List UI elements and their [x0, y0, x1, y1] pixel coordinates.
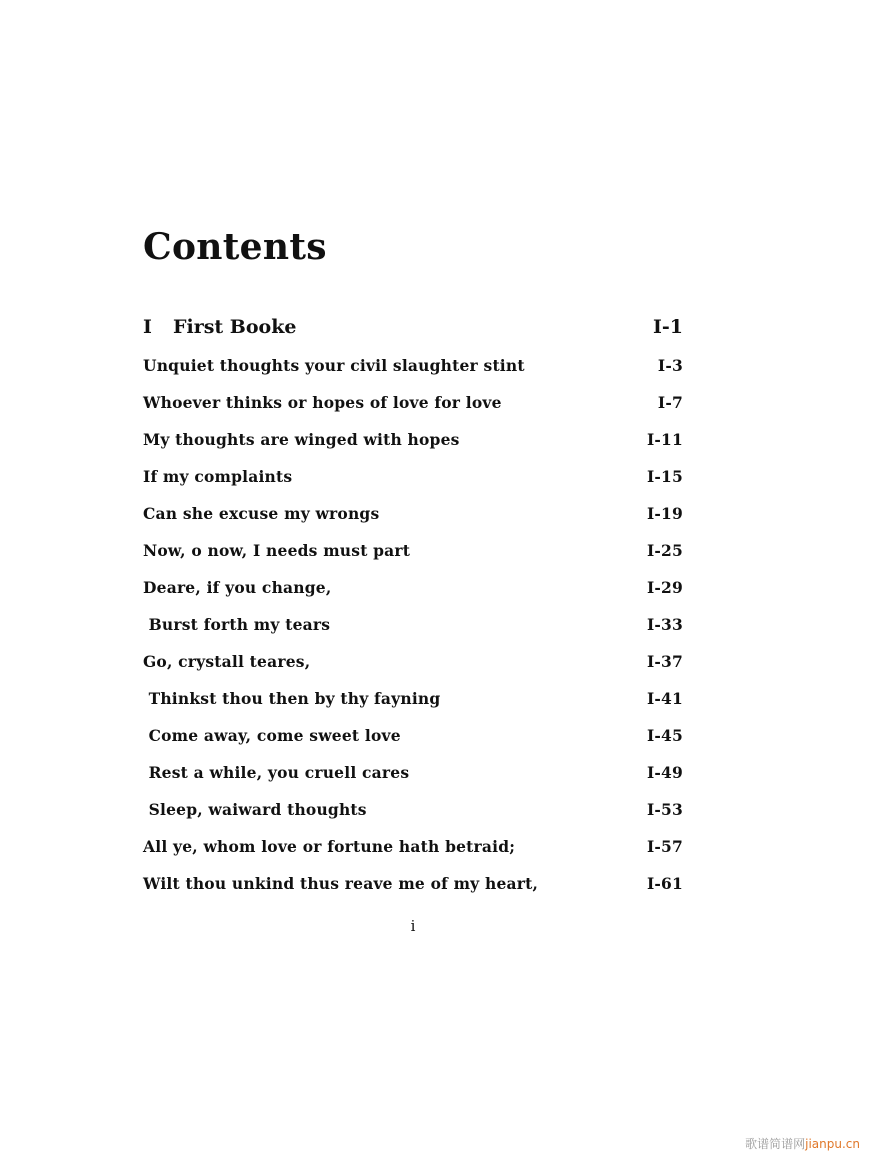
- toc-part-heading[interactable]: [143, 316, 683, 344]
- toc-entry[interactable]: [143, 726, 683, 763]
- toc-entry-page: I-61: [646, 874, 683, 893]
- toc-entry[interactable]: [143, 689, 683, 726]
- toc-entry-list: [143, 356, 683, 911]
- toc-entry-title: All ye, whom love or fortune hath betraid;: [143, 837, 516, 856]
- toc-entry-title: Whoever thinks or hopes of love for love: [143, 393, 502, 412]
- toc-entry-page: I-41: [646, 689, 683, 708]
- toc-entry-title: Rest a while, you cruell cares: [143, 763, 410, 782]
- toc-entry-page: I-33: [646, 615, 683, 634]
- toc-entry[interactable]: [143, 541, 683, 578]
- site-watermark: [745, 1135, 860, 1152]
- watermark-site-name: 歌谱简谱网: [745, 1137, 806, 1151]
- toc-entry[interactable]: [143, 578, 683, 615]
- toc-entry-page: I-7: [657, 393, 683, 412]
- watermark-domain: jianpu.cn: [805, 1137, 860, 1151]
- toc-entry-title: Thinkst thou then by thy fayning: [143, 689, 441, 708]
- toc-entry-title: If my complaints: [143, 467, 293, 486]
- toc-entry-page: I-29: [646, 578, 683, 597]
- toc-entry-title: Come away, come sweet love: [143, 726, 401, 745]
- toc-entry-title: Burst forth my tears: [143, 615, 331, 634]
- page-number: i: [410, 917, 416, 935]
- toc-entry[interactable]: [143, 615, 683, 652]
- toc-entry-title: Now, o now, I needs must part: [143, 541, 411, 560]
- toc-entry-page: I-3: [657, 356, 683, 375]
- toc-entry-page: I-57: [646, 837, 683, 856]
- toc-entry-title: Unquiet thoughts your civil slaughter stint: [143, 356, 525, 375]
- toc-entry-title: Deare, if you change,: [143, 578, 332, 597]
- toc-entry[interactable]: [143, 800, 683, 837]
- toc-entry[interactable]: [143, 430, 683, 467]
- toc-entry-page: I-37: [646, 652, 683, 671]
- toc-entry[interactable]: [143, 504, 683, 541]
- toc-entry-page: I-45: [646, 726, 683, 745]
- toc-entry[interactable]: [143, 837, 683, 874]
- toc-entry-title: My thoughts are winged with hopes: [143, 430, 460, 449]
- toc-entry-page: I-11: [646, 430, 683, 449]
- toc-entry-title: Sleep, waiward thoughts: [143, 800, 367, 819]
- toc-entry-title: Wilt thou unkind thus reave me of my heart,: [143, 874, 539, 893]
- toc-entry-page: I-25: [646, 541, 683, 560]
- toc-entry[interactable]: [143, 874, 683, 911]
- page-title: Contents: [143, 226, 327, 268]
- toc-entry[interactable]: [143, 467, 683, 504]
- toc-entry[interactable]: [143, 393, 683, 430]
- toc-entry-title: Go, crystall teares,: [143, 652, 311, 671]
- toc-entry-title: Can she excuse my wrongs: [143, 504, 380, 523]
- toc-entry[interactable]: [143, 356, 683, 393]
- toc-entry[interactable]: [143, 763, 683, 800]
- toc-entry-page: I-53: [646, 800, 683, 819]
- part-number: I: [143, 316, 152, 338]
- toc-entry-page: I-15: [646, 467, 683, 486]
- toc-entry[interactable]: [143, 652, 683, 689]
- toc-entry-page: I-19: [646, 504, 683, 523]
- part-title: First Booke: [173, 316, 297, 338]
- part-page-ref: I-1: [653, 316, 683, 338]
- toc-entry-page: I-49: [646, 763, 683, 782]
